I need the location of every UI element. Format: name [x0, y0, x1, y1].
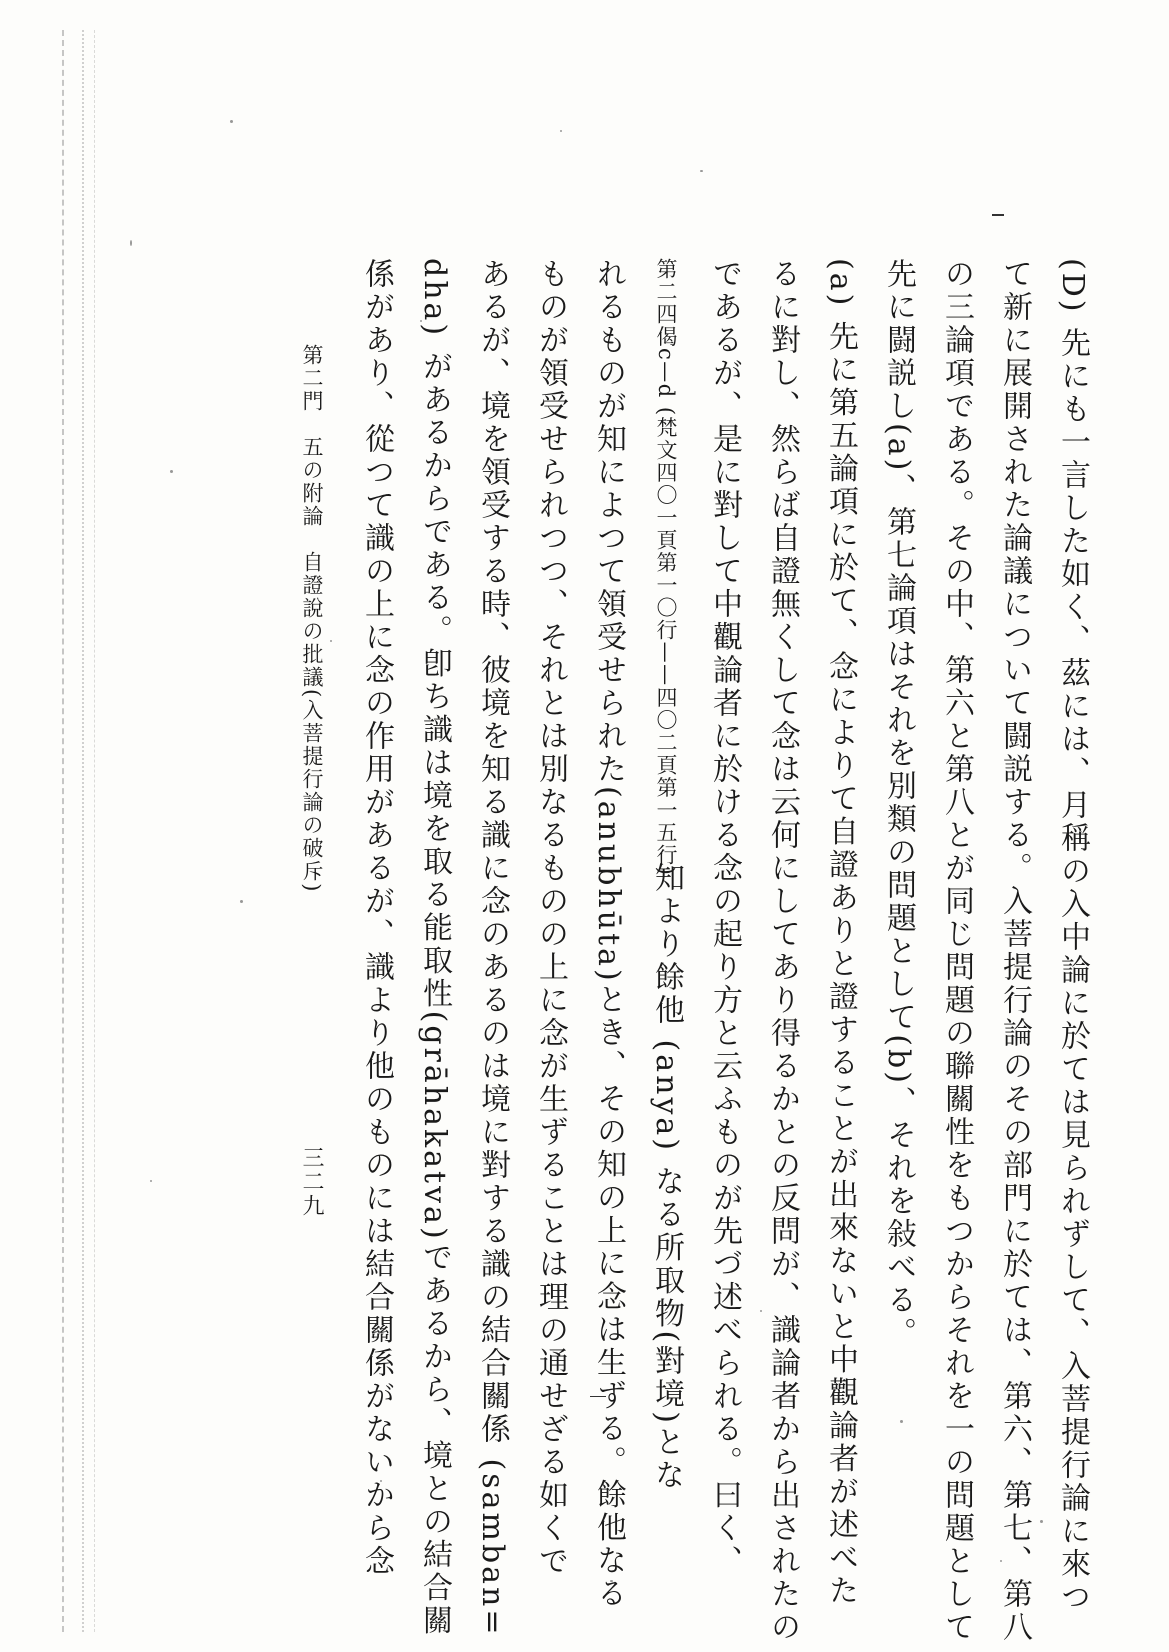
text-column-8: 知より餘他 (anya) なる所取物(對境)とな	[649, 862, 684, 1492]
text-column-12: dha) があるからである。卽ち識は境を取る能取性(grāhakatva)であるから、境との結合關	[417, 258, 452, 1638]
binding-edge-mark	[94, 30, 95, 1632]
text-column-9: れるものが知によつて領受せられた(anubhūta)とき、その知の上に念は生ずる。餘他なる	[591, 258, 626, 1611]
text-column-4: 先に闘説し(a)、第七論項はそれを別類の問題として(b)、それを敍べる。	[881, 258, 916, 1350]
text-column-1: (D) 先にも一言した如く、茲には、月稱の入中論に於ては見られずして、入菩提行論に來つ	[1055, 258, 1090, 1614]
page-number: 三二九	[299, 1146, 324, 1218]
text-column-11: あるが、境を領受する時、彼境を知る識に念のあるのは境に對する識の結合關係 (samban=	[475, 258, 510, 1638]
text-column-2: て新に展開された論議について闘説する。入菩提行論のその部門に於ては、第六、第七、第八	[997, 258, 1032, 1644]
text-column-7: であるが、是に對して中觀論者に於ける念の起り方と云ふものが先づ述べられる。曰く、	[707, 258, 742, 1578]
running-footer: 第二門 五の附論 自證說の批議(入菩提行論の破斥)	[300, 344, 324, 894]
text-column-5: (a) 先に第五論項に於て、念によりて自證ありと證することが出來ないと中觀論者が述べた	[823, 258, 858, 1608]
binding-edge-mark	[82, 30, 84, 1632]
text-column-10: ものが領受せられつつ、それとは別なるものの上に念が生ずることは理の通せざる如くで	[533, 258, 568, 1578]
text-column-3: の三論項である。その中、第六と第八とが同じ問題の聯關性をもつからそれを一の問題として	[939, 258, 974, 1644]
text-column-6: るに對し、然らば自證無くして念は云何にしてあり得るかとの反問が、識論者から出されたの	[765, 258, 800, 1644]
verse-reference: 第二四偈c—d (梵文四〇一頁第一〇行——四〇二頁第一五行)	[654, 258, 678, 877]
binding-edge-mark	[62, 30, 64, 1632]
text-column-13: 係があり、從つて識の上に念の作用があるが、識より他のものには結合關係がないから念	[359, 258, 394, 1578]
scan-mark	[992, 214, 1004, 216]
